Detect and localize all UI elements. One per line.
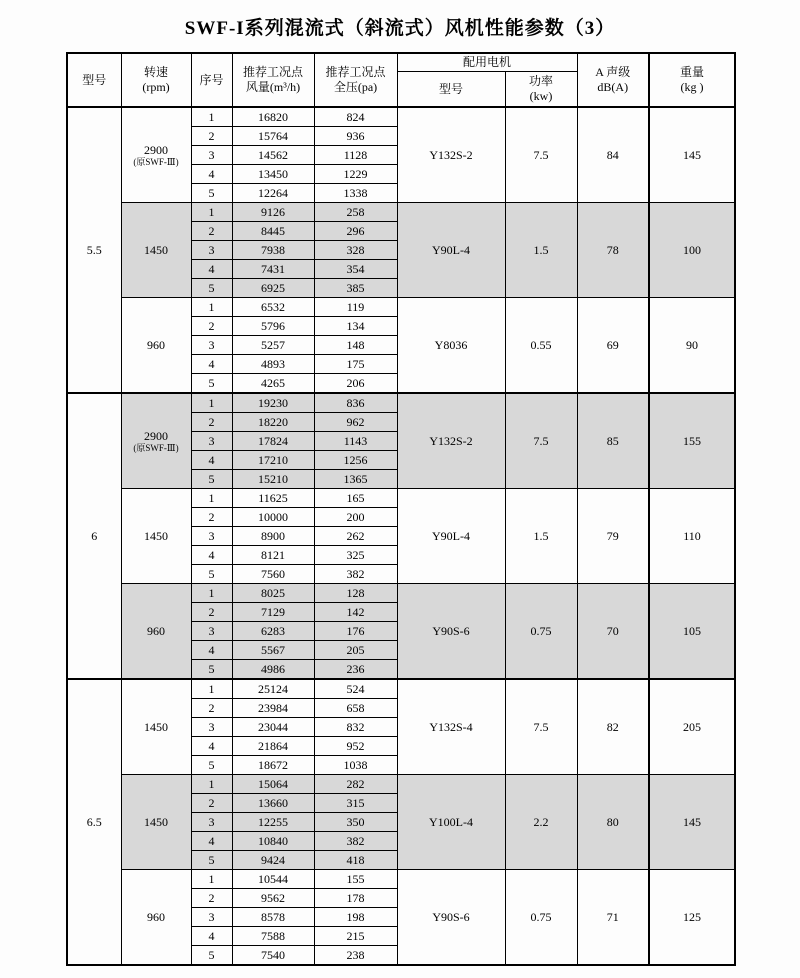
flow-cell: 11625: [232, 489, 314, 508]
speed-cell: [121, 775, 191, 870]
seq-cell: 2: [191, 222, 232, 241]
flow-cell: 13450: [232, 165, 314, 184]
flow-cell: 8900: [232, 527, 314, 546]
seq-cell: 3: [191, 527, 232, 546]
pressure-cell: 328: [314, 241, 397, 260]
flow-cell: 15064: [232, 775, 314, 794]
power-cell: 1.5: [505, 203, 577, 298]
flow-cell: 7540: [232, 946, 314, 966]
seq-cell: 5: [191, 470, 232, 489]
seq-cell: 2: [191, 127, 232, 146]
flow-cell: 9126: [232, 203, 314, 222]
seq-cell: 1: [191, 584, 232, 603]
flow-cell: 8445: [232, 222, 314, 241]
col-header-flow-line2: 风量(m³/h): [245, 80, 301, 94]
pressure-cell: 385: [314, 279, 397, 298]
pressure-cell: 258: [314, 203, 397, 222]
seq-cell: 1: [191, 489, 232, 508]
motor-model-cell: Y132S-2: [397, 393, 505, 489]
table-row: [67, 489, 735, 508]
table-row: [67, 298, 735, 317]
model-cell: 6.5: [67, 679, 121, 965]
pressure-cell: 165: [314, 489, 397, 508]
pressure-cell: 198: [314, 908, 397, 927]
pressure-cell: 382: [314, 565, 397, 584]
pressure-cell: 1229: [314, 165, 397, 184]
motor-model-cell: Y8036: [397, 298, 505, 394]
fan-performance-table: [66, 52, 736, 966]
seq-cell: 3: [191, 908, 232, 927]
col-header-noise: [577, 53, 649, 107]
flow-cell: 10840: [232, 832, 314, 851]
pressure-cell: 350: [314, 813, 397, 832]
pressure-cell: 178: [314, 889, 397, 908]
pressure-cell: 296: [314, 222, 397, 241]
motor-model-cell: Y90S-6: [397, 870, 505, 966]
col-header-weight: [649, 53, 735, 107]
table-row: [67, 870, 735, 889]
flow-cell: 12264: [232, 184, 314, 203]
table-header: [67, 53, 735, 107]
pressure-cell: 215: [314, 927, 397, 946]
seq-cell: 5: [191, 184, 232, 203]
col-header-pressure: [314, 53, 397, 107]
col-header-power-line1: 功率: [529, 74, 554, 88]
flow-cell: 7431: [232, 260, 314, 279]
speed-value: 2900: [144, 142, 168, 157]
flow-cell: 10000: [232, 508, 314, 527]
seq-cell: 2: [191, 317, 232, 336]
pressure-cell: 262: [314, 527, 397, 546]
speed-cell: [121, 393, 191, 489]
pressure-cell: 206: [314, 374, 397, 394]
seq-cell: 4: [191, 832, 232, 851]
table-row: [67, 107, 735, 127]
flow-cell: 14562: [232, 146, 314, 165]
speed-note: (原SWF-Ⅲ): [133, 442, 179, 453]
pressure-cell: 282: [314, 775, 397, 794]
seq-cell: 5: [191, 756, 232, 775]
flow-cell: 15764: [232, 127, 314, 146]
noise-cell: 71: [577, 870, 649, 966]
col-header-pressure-line1: 推荐工况点: [325, 65, 386, 79]
pressure-cell: 824: [314, 107, 397, 127]
motor-model-cell: Y132S-4: [397, 679, 505, 775]
flow-cell: 5257: [232, 336, 314, 355]
pressure-cell: 1256: [314, 451, 397, 470]
power-cell: 1.5: [505, 489, 577, 584]
flow-cell: 9562: [232, 889, 314, 908]
flow-cell: 7560: [232, 565, 314, 584]
col-header-noise-line1: A 声级: [595, 65, 631, 79]
flow-cell: 6925: [232, 279, 314, 298]
power-cell: 7.5: [505, 679, 577, 775]
seq-cell: 3: [191, 813, 232, 832]
flow-cell: 4986: [232, 660, 314, 680]
pressure-cell: 205: [314, 641, 397, 660]
col-header-flow-line1: 推荐工况点: [242, 65, 303, 79]
weight-cell: 145: [649, 107, 735, 203]
seq-cell: 1: [191, 775, 232, 794]
seq-cell: 4: [191, 641, 232, 660]
seq-cell: 1: [191, 107, 232, 127]
seq-cell: 3: [191, 241, 232, 260]
motor-model-cell: Y132S-2: [397, 107, 505, 203]
col-header-weight-line2: (kg ): [680, 80, 704, 94]
pressure-cell: 382: [314, 832, 397, 851]
pressure-cell: 128: [314, 584, 397, 603]
col-header-noise-line2: dB(A): [597, 80, 629, 94]
noise-cell: 69: [577, 298, 649, 394]
flow-cell: 6532: [232, 298, 314, 317]
speed-cell: [121, 203, 191, 298]
header-row-top: [67, 53, 735, 72]
col-header-model: 型号: [67, 53, 121, 107]
noise-cell: 82: [577, 679, 649, 775]
weight-cell: 110: [649, 489, 735, 584]
motor-model-cell: Y100L-4: [397, 775, 505, 870]
seq-cell: 5: [191, 374, 232, 394]
seq-cell: 2: [191, 699, 232, 718]
weight-cell: 100: [649, 203, 735, 298]
flow-cell: 25124: [232, 679, 314, 699]
motor-model-cell: Y90L-4: [397, 489, 505, 584]
flow-cell: 8121: [232, 546, 314, 565]
table-row: [67, 584, 735, 603]
speed-note: (原SWF-Ⅲ): [133, 156, 179, 167]
flow-cell: 5567: [232, 641, 314, 660]
flow-cell: 18672: [232, 756, 314, 775]
pressure-cell: 200: [314, 508, 397, 527]
pressure-cell: 1143: [314, 432, 397, 451]
model-cell: 6: [67, 393, 121, 679]
flow-cell: 15210: [232, 470, 314, 489]
pressure-cell: 238: [314, 946, 397, 966]
pressure-cell: 325: [314, 546, 397, 565]
speed-cell: [121, 679, 191, 775]
pressure-cell: 315: [314, 794, 397, 813]
speed-cell: [121, 870, 191, 966]
weight-cell: 205: [649, 679, 735, 775]
pressure-cell: 952: [314, 737, 397, 756]
flow-cell: 12255: [232, 813, 314, 832]
table-row: [67, 775, 735, 794]
seq-cell: 2: [191, 794, 232, 813]
col-header-speed: [121, 53, 191, 107]
col-header-pressure-line2: 全压(pa): [333, 80, 378, 94]
col-header-speed-line1: 转速: [143, 65, 168, 79]
seq-cell: 1: [191, 679, 232, 699]
noise-cell: 85: [577, 393, 649, 489]
seq-cell: 2: [191, 889, 232, 908]
seq-cell: 2: [191, 508, 232, 527]
seq-cell: 5: [191, 660, 232, 680]
seq-cell: 1: [191, 203, 232, 222]
speed-value: 960: [147, 909, 165, 924]
noise-cell: 79: [577, 489, 649, 584]
flow-cell: 7938: [232, 241, 314, 260]
col-header-motor-group: 配用电机: [397, 53, 577, 72]
seq-cell: 4: [191, 546, 232, 565]
flow-cell: 21864: [232, 737, 314, 756]
flow-cell: 10544: [232, 870, 314, 889]
flow-cell: 8025: [232, 584, 314, 603]
noise-cell: 70: [577, 584, 649, 680]
seq-cell: 3: [191, 622, 232, 641]
speed-cell: [121, 298, 191, 394]
seq-cell: 4: [191, 927, 232, 946]
pressure-cell: 1038: [314, 756, 397, 775]
weight-cell: 105: [649, 584, 735, 680]
flow-cell: 16820: [232, 107, 314, 127]
flow-cell: 18220: [232, 413, 314, 432]
seq-cell: 4: [191, 165, 232, 184]
speed-value: 960: [147, 337, 165, 352]
pressure-cell: 176: [314, 622, 397, 641]
pressure-cell: 155: [314, 870, 397, 889]
pressure-cell: 418: [314, 851, 397, 870]
noise-cell: 80: [577, 775, 649, 870]
speed-value: 1450: [144, 814, 168, 829]
flow-cell: 7129: [232, 603, 314, 622]
table-row: [67, 203, 735, 222]
page-title: SWF-I系列混流式（斜流式）风机性能参数（3）: [184, 18, 616, 39]
flow-cell: 19230: [232, 393, 314, 413]
flow-cell: 7588: [232, 927, 314, 946]
flow-cell: 23984: [232, 699, 314, 718]
power-cell: 7.5: [505, 107, 577, 203]
col-header-seq: 序号: [191, 53, 232, 107]
power-cell: 7.5: [505, 393, 577, 489]
pressure-cell: 134: [314, 317, 397, 336]
weight-cell: 90: [649, 298, 735, 394]
pressure-cell: 1128: [314, 146, 397, 165]
seq-cell: 4: [191, 737, 232, 756]
col-header-power: [505, 72, 577, 108]
motor-model-cell: Y90L-4: [397, 203, 505, 298]
seq-cell: 3: [191, 432, 232, 451]
weight-cell: 145: [649, 775, 735, 870]
pressure-cell: 175: [314, 355, 397, 374]
power-cell: 2.2: [505, 775, 577, 870]
weight-cell: 155: [649, 393, 735, 489]
flow-cell: 4265: [232, 374, 314, 394]
weight-cell: 125: [649, 870, 735, 966]
pressure-cell: 119: [314, 298, 397, 317]
noise-cell: 84: [577, 107, 649, 203]
seq-cell: 1: [191, 298, 232, 317]
seq-cell: 2: [191, 413, 232, 432]
pressure-cell: 658: [314, 699, 397, 718]
speed-cell: [121, 107, 191, 203]
seq-cell: 1: [191, 393, 232, 413]
noise-cell: 78: [577, 203, 649, 298]
motor-model-cell: Y90S-6: [397, 584, 505, 680]
col-header-weight-line1: 重量: [680, 65, 705, 79]
power-cell: 0.55: [505, 298, 577, 394]
pressure-cell: 1338: [314, 184, 397, 203]
pressure-cell: 832: [314, 718, 397, 737]
speed-value: 960: [147, 623, 165, 638]
col-header-speed-line2: (rpm): [142, 80, 170, 94]
speed-cell: [121, 489, 191, 584]
flow-cell: 4893: [232, 355, 314, 374]
flow-cell: 17210: [232, 451, 314, 470]
pressure-cell: 962: [314, 413, 397, 432]
col-header-power-line2: (kw): [529, 89, 553, 103]
flow-cell: 5796: [232, 317, 314, 336]
table-row: [67, 679, 735, 699]
seq-cell: 3: [191, 718, 232, 737]
table-row: [67, 393, 735, 413]
pressure-cell: 354: [314, 260, 397, 279]
pressure-cell: 836: [314, 393, 397, 413]
col-header-flow: [232, 53, 314, 107]
power-cell: 0.75: [505, 870, 577, 966]
pressure-cell: 524: [314, 679, 397, 699]
pressure-cell: 236: [314, 660, 397, 680]
seq-cell: 1: [191, 870, 232, 889]
seq-cell: 4: [191, 451, 232, 470]
col-header-motor-model: 型号: [397, 72, 505, 108]
seq-cell: 4: [191, 355, 232, 374]
model-cell: 5.5: [67, 107, 121, 393]
pressure-cell: 142: [314, 603, 397, 622]
speed-value: 1450: [144, 242, 168, 257]
pressure-cell: 1365: [314, 470, 397, 489]
flow-cell: 6283: [232, 622, 314, 641]
flow-cell: 17824: [232, 432, 314, 451]
pressure-cell: 148: [314, 336, 397, 355]
flow-cell: 8578: [232, 908, 314, 927]
flow-cell: 13660: [232, 794, 314, 813]
speed-cell: [121, 584, 191, 680]
seq-cell: 3: [191, 146, 232, 165]
speed-value: 1450: [144, 528, 168, 543]
seq-cell: 2: [191, 603, 232, 622]
power-cell: 0.75: [505, 584, 577, 680]
seq-cell: 4: [191, 260, 232, 279]
speed-value: 1450: [144, 719, 168, 734]
seq-cell: 5: [191, 279, 232, 298]
seq-cell: 5: [191, 851, 232, 870]
seq-cell: 5: [191, 946, 232, 966]
seq-cell: 5: [191, 565, 232, 584]
flow-cell: 9424: [232, 851, 314, 870]
pressure-cell: 936: [314, 127, 397, 146]
speed-value: 2900: [144, 428, 168, 443]
seq-cell: 3: [191, 336, 232, 355]
table-body: [67, 107, 735, 965]
flow-cell: 23044: [232, 718, 314, 737]
